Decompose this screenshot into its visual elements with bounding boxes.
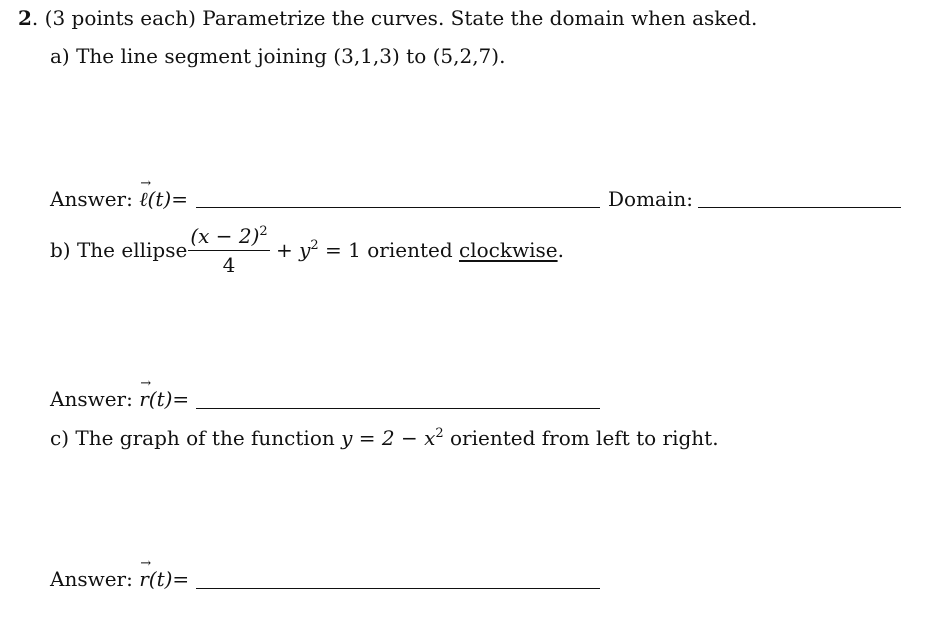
problem-number: 2 [18,6,32,30]
problem-header [18,6,757,30]
vector-arrow-icon: → [140,556,152,571]
ellipse-fraction [188,224,270,277]
r-vector: → r [139,556,152,591]
problem-instructions: . (3 points each) Parametrize the curves. State the domain when asked. [31,6,758,30]
part-b-func-arg: (t)= [148,387,190,411]
ell-vector: → ℓ [139,176,152,211]
vector-arrow-icon: → [140,376,152,391]
part-a-answer-blank[interactable] [196,207,600,208]
fraction-bar [188,250,270,251]
part-a-answer-label: Answer: [50,187,133,211]
clockwise-underlined: clockwise [459,238,558,262]
r-vector: → r [139,376,152,411]
part-a-domain-blank[interactable] [698,207,901,208]
part-b-answer-row [50,376,190,411]
part-c-answer-label: Answer: [50,567,133,591]
fraction-denominator: 4 [222,253,236,277]
part-c-answer-blank[interactable] [196,588,600,589]
part-a-answer-row [50,176,188,212]
part-c-prompt: c) The graph of the function $y = 2 - x^2$ oriented from left to right. [50,426,719,450]
part-a-prompt: a) The line segment joining (3,1,3) to (5,2,7). [50,44,506,68]
fraction-numerator: $(x - 2)^2$ [190,224,268,248]
part-b-answer-label: Answer: [50,387,133,411]
vector-arrow-icon: → [140,176,152,191]
part-b-answer-blank[interactable] [196,408,600,409]
part-b-prompt-prefix: b) The ellipse [50,238,188,262]
part-c-func-arg: (t)= [148,567,190,591]
part-c-answer-row [50,556,190,591]
part-a-domain-label: Domain: [608,187,693,211]
part-b-prompt-suffix: + $y^2 = 1$ oriented clockwise. [276,238,564,262]
part-a-func-arg: (t)= [147,187,188,211]
